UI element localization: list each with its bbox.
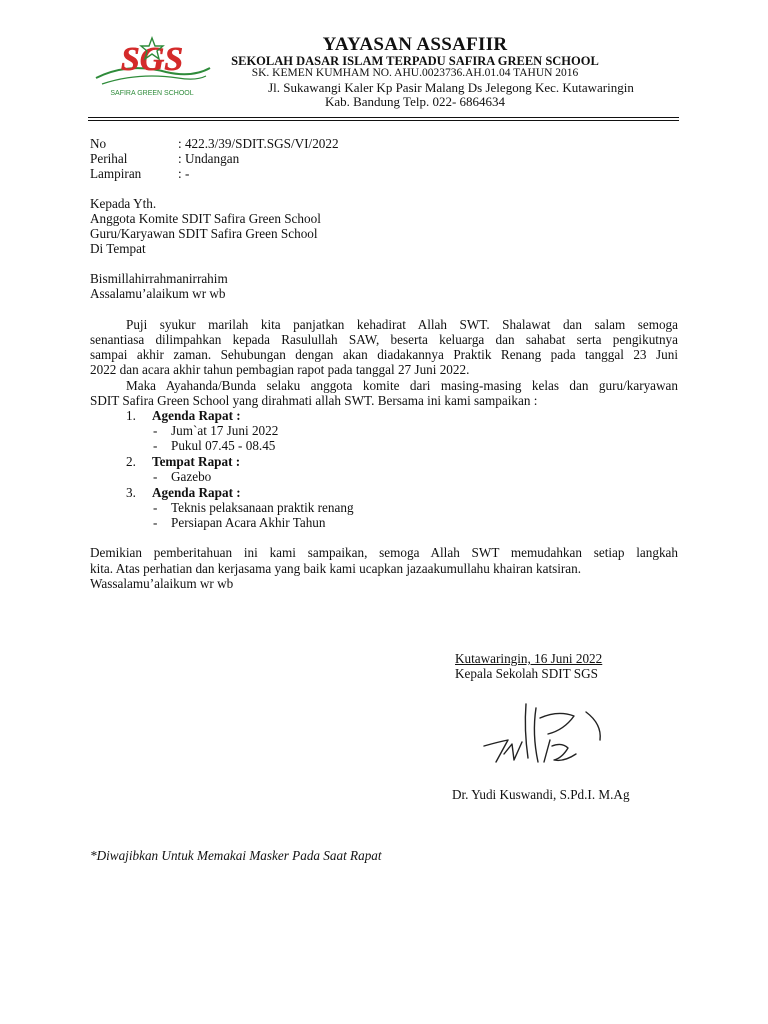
closing-line-3: Wassalamu’alaikum wr wb (90, 576, 234, 591)
agenda-item-3b: Persiapan Acara Akhir Tahun (171, 515, 326, 530)
foundation-name: YAYASAN ASSAFIIR (322, 34, 508, 55)
body-p1-line-1: Puji syukur marilah kita panjatkan kehadirat Allah SWT. Shalawat dan salam semoga (126, 317, 678, 332)
mask-footnote: *Diwajibkan Untuk Memakai Masker Pada Saat Rapat (90, 848, 382, 863)
body-p2-line-1: Maka Ayahanda/Bunda selaku anggota komite dari masing-masing kelas dan guru/karyawan (126, 378, 678, 393)
number-value: : 422.3/39/SDIT.SGS/VI/2022 (178, 136, 339, 151)
subject-label: Perihal (90, 151, 128, 166)
recipient-line-1: Kepada Yth. (90, 196, 157, 211)
decree-number: SK. KEMEN KUMHAM NO. AHU.0023736.AH.01.04 TAHUN 2016 (251, 67, 579, 79)
school-name: SEKOLAH DASAR ISLAM TERPADU SAFIRA GREEN SCHOOL (231, 54, 599, 68)
agenda-item-1a: Jum`at 17 Juni 2022 (171, 423, 279, 438)
agenda-number-3: 3. (126, 485, 136, 500)
agenda-dash: - (153, 500, 158, 515)
closing-line-2: kita. Atas perhatian dan kerjasama yang baik kami ucapkan jazaakumullahu khairan katsiran. (90, 561, 582, 576)
address-line-1: Jl. Sukawangi Kaler Kp Pasir Malang Ds Jelegong Kec. Kutawaringin (268, 80, 634, 95)
svg-text:SGS: SGS (120, 41, 184, 78)
agenda-heading-3: Agenda Rapat : (152, 485, 241, 500)
greeting-salam: Assalamu’alaikum wr wb (90, 286, 226, 301)
handwritten-signature (478, 700, 608, 778)
agenda-dash: - (153, 423, 158, 438)
agenda-number-2: 2. (126, 454, 136, 469)
body-p1-line-4: 2022 dan acara akhir tahun pembagian rapot pada tanggal 27 Juni 2022. (90, 362, 470, 377)
body-p2-line-2: SDIT Safira Green School yang dirahmati allah SWT. Bersama ini kami sampaikan : (90, 393, 538, 408)
header-rule-thin (88, 120, 679, 121)
header-rule (88, 117, 679, 118)
greeting-bismillah: Bismillahirrahmanirrahim (90, 271, 228, 286)
agenda-dash: - (153, 438, 158, 453)
agenda-number-1: 1. (126, 408, 136, 423)
closing-line-1: Demikian pemberitahuan ini kami sampaikan, semoga Allah SWT memudahkan setiap langkah (90, 545, 678, 560)
recipient-line-2: Anggota Komite SDIT Safira Green School (90, 211, 321, 226)
agenda-item-3a: Teknis pelaksanaan praktik renang (171, 500, 354, 515)
agenda-item-2a: Gazebo (171, 469, 212, 484)
agenda-heading-2: Tempat Rapat : (152, 454, 241, 469)
body-p1-line-3: sampai akhir zaman. Sehubungan dengan akan diadakannya Praktik Renang pada tanggal 23 Juni (90, 347, 678, 362)
attachment-label: Lampiran (90, 166, 142, 181)
attachment-value: : - (178, 166, 190, 181)
agenda-dash: - (153, 469, 158, 484)
number-label: No (90, 136, 107, 151)
signatory-name: Dr. Yudi Kuswandi, S.Pd.I. M.Ag (452, 787, 630, 802)
signatory-position: Kepala Sekolah SDIT SGS (455, 666, 598, 681)
recipient-line-4: Di Tempat (90, 241, 146, 256)
agenda-dash: - (153, 515, 158, 530)
subject-value: : Undangan (178, 151, 240, 166)
logo-caption: SAFIRA GREEN SCHOOL (110, 90, 194, 97)
place-date: Kutawaringin, 16 Juni 2022 (455, 651, 603, 666)
body-p1-line-2: senantiasa dilimpahkan kepada Rasulullah SAW, beserta keluarga dan sahabat serta pengikutnya (90, 332, 678, 347)
agenda-item-1b: Pukul 07.45 - 08.45 (171, 438, 276, 453)
address-line-2: Kab. Bandung Telp. 022- 6864634 (324, 94, 506, 109)
recipient-line-3: Guru/Karyawan SDIT Safira Green School (90, 226, 318, 241)
agenda-heading-1: Agenda Rapat : (152, 408, 241, 423)
school-logo (88, 32, 216, 102)
